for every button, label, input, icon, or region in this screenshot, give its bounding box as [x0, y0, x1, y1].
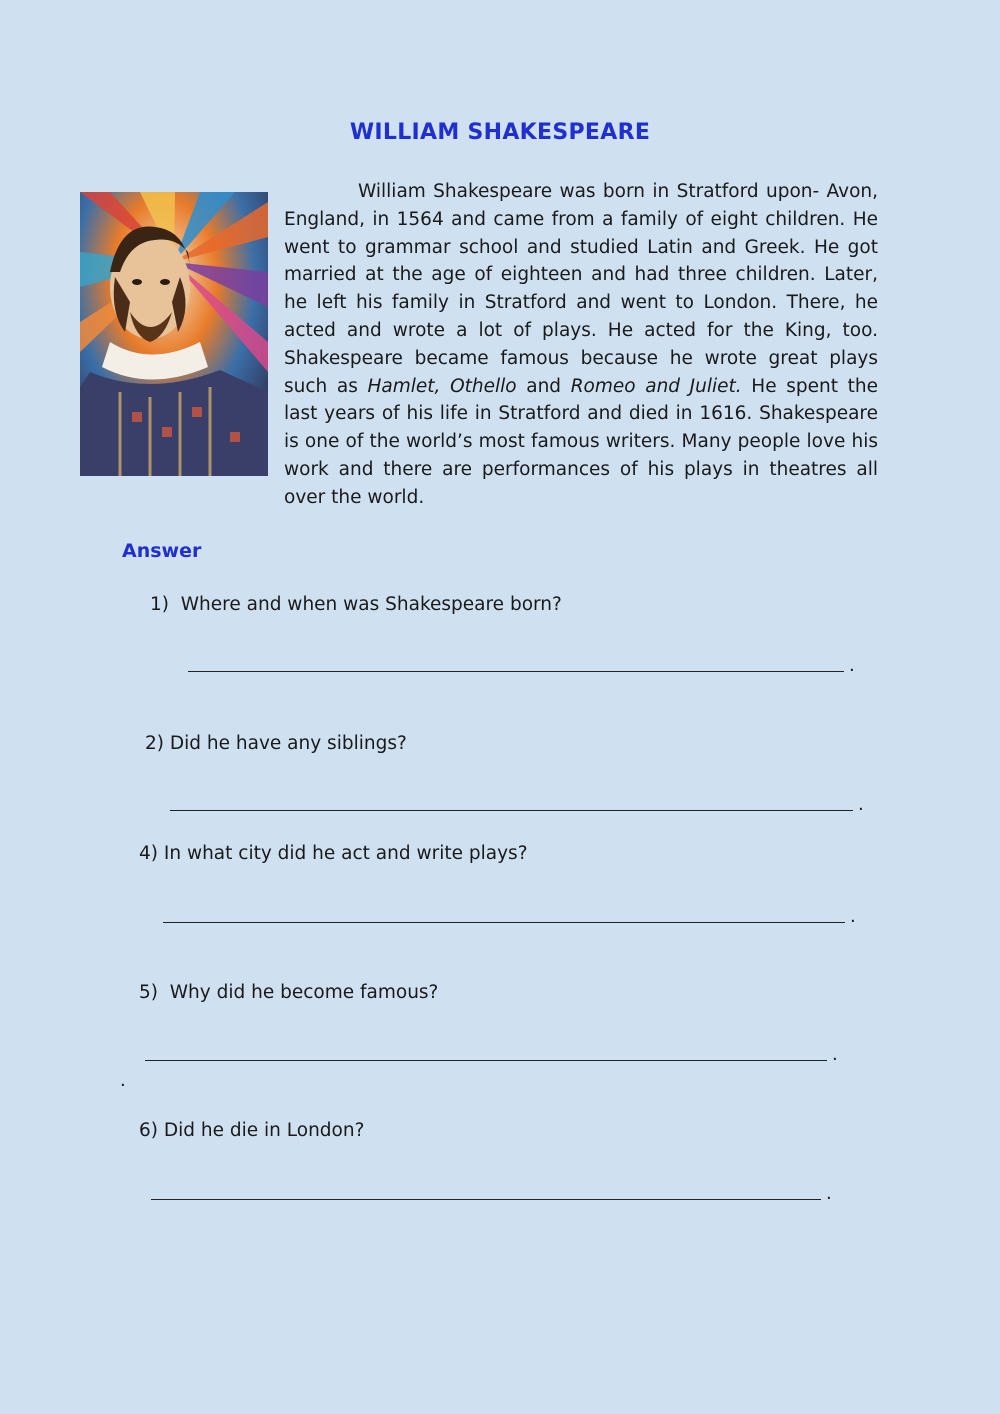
question-5-number: 5): [139, 982, 158, 1003]
question-6-text: Did he die in London?: [163, 1120, 365, 1141]
answer-heading: Answer: [122, 540, 202, 562]
question-6-number: 6): [139, 1120, 158, 1141]
question-5-text: Why did he become famous?: [169, 982, 439, 1003]
question-2: [145, 733, 407, 754]
answer-2-field[interactable]: [170, 786, 853, 811]
question-4: [139, 843, 528, 864]
answer-4-period: .: [850, 906, 856, 927]
play-titles-1: Hamlet, Othello: [367, 375, 517, 397]
worksheet-title: WILLIAM SHAKESPEARE: [349, 120, 651, 145]
question-2-text: Did he have any siblings?: [169, 733, 407, 754]
question-1-number: 1): [150, 594, 169, 615]
question-2-number: 2): [145, 733, 164, 754]
answer-1-period: .: [849, 655, 855, 676]
answer-4-field[interactable]: [163, 898, 845, 923]
answer-5-field[interactable]: [145, 1036, 827, 1061]
question-1-text: Where and when was Shakespeare born?: [180, 594, 562, 615]
question-5: [139, 982, 438, 1003]
answer-1-field[interactable]: [188, 647, 844, 672]
answer-6-period: .: [826, 1183, 832, 1204]
question-4-number: 4): [139, 843, 158, 864]
passage-text-part-2: He spent the last years of his life in Stratford and died in 1616. Shakespeare is one of the world’s most famous writers. Many people love his work and there are performances of his plays in theatres all over the world.: [284, 375, 878, 508]
passage-connector: and: [516, 375, 571, 397]
shakespeare-portrait-image: [80, 192, 268, 476]
question-1: [150, 594, 562, 615]
question-4-text: In what city did he act and write plays?: [163, 843, 528, 864]
play-titles-2: Romeo and Juliet.: [570, 375, 742, 397]
passage-text-part-1: William Shakespeare was born in Stratford upon- Avon, England, in 1564 and came from a family of eight children. He went to grammar school and studied Latin and Greek. He got married at the age of eighteen and had three children. Later, he left his family in Stratford and went to London. There, he acted and wrote a lot of plays. He acted for the King, too. Shakespeare became famous because he wrote great plays such as: [284, 181, 878, 397]
answer-6-field[interactable]: [151, 1175, 821, 1200]
answer-5-period: .: [832, 1044, 838, 1065]
answer-2-period: .: [858, 794, 864, 815]
reading-passage: [284, 178, 878, 512]
stray-period: .: [120, 1070, 126, 1091]
question-6: [139, 1120, 364, 1141]
